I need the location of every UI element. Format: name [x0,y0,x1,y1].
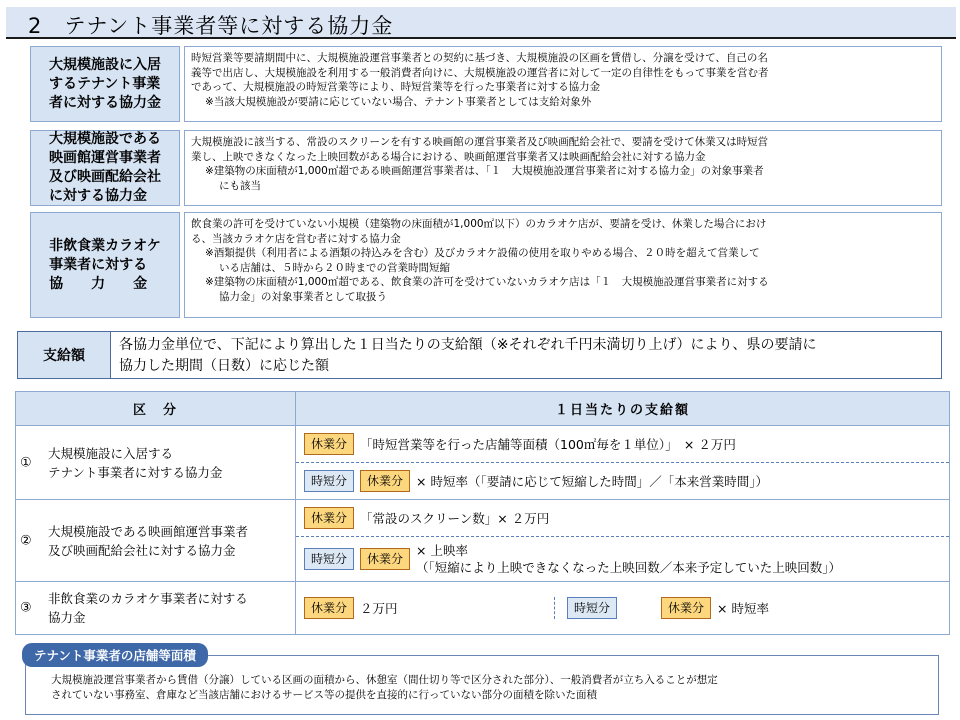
note-text [51,673,911,703]
label-line: 非飲食業カラオケ [49,237,161,254]
payment-text [111,332,941,378]
calc-text: 「常設のスクリーン数」× ２万円 [360,511,550,526]
label-line: 及び映画配給会社 [49,169,161,185]
desc-line: 義等で出店し、大規模施設を利用する一般消費者向けに、大規模施設の運営者に対して一定の自律性をもって事業を営む者 [191,66,769,79]
category-line: テナント事業者に対する協力金 [48,464,223,480]
calc-text: × 上映率 [416,543,468,558]
label-line: するテナント事業 [49,75,161,92]
kyugyo-tag: 休業分 [304,433,354,455]
desc-line: にも該当 [219,179,261,192]
label-line: 大規模施設に入居 [49,56,161,73]
category-line: 及び映画配給会社に対する協力金 [48,542,236,558]
desc-line: 飲食業の許可を受けていない小規模（建築物の床面積が1,000㎡以下）のカラオケ店が、要請を受け、休業した場合におけ [191,218,767,230]
definition-label [30,212,180,318]
calc-split [296,597,949,619]
payment-line: 各協力金単位で、下記により算出した１日当たりの支給額（※それぞれ千円未満切り上げ）により、県の要請に [119,337,817,353]
category-line: 大規模施設である映画館運営事業者 [48,523,249,539]
payment-box [17,331,942,379]
jitan-tag: 時短分 [304,470,354,492]
kyugyo-tag: 休業分 [360,548,410,570]
calc-line [296,500,949,536]
category-line: 非飲食業のカラオケ事業者に対する [48,591,248,606]
desc-line: 大規模施設に該当する、常設のスクリーンを有する映画館の運営事業者及び映画配給会社で、要請を受けて休業又は時短営 [191,136,769,148]
desc-line: 協力金」の対象事業者として取扱う [219,290,387,303]
category-cell [16,582,296,635]
jitan-tag: 時短分 [304,548,354,570]
calc-line [296,426,949,462]
label-line: 協 力 金 [49,275,148,292]
definition-description [184,46,942,122]
row-number: ① [20,455,32,470]
page-title: 2 テナント事業者等に対する協力金 [28,14,394,38]
definition-row-1 [30,46,942,122]
kyugyo-tag: 休業分 [304,597,354,619]
label-line: 者に対する協力金 [49,94,161,111]
kyugyo-tag: 休業分 [661,597,711,619]
desc-line: る、当該カラオケ店を営む者に対する協力金 [191,232,401,245]
note-title: テナント事業者の店舗等面積 [22,643,208,667]
header-category: 区 分 [16,392,296,426]
label-line: 映画館運営事業者 [49,150,161,166]
desc-line: ※酒類提供（利用者による酒類の持込みを含む）及びカラオケ設備の使用を取りやめる場合、２０時を超えて営業して [205,247,760,260]
definition-row-2 [30,130,942,206]
calc-text: （「短縮により上映できなくなった上映回数／本来予定していた上映回数」） [416,560,842,575]
table-row [16,582,950,635]
kyugyo-tag: 休業分 [304,507,354,529]
header-amount: １日当たりの支給額 [296,392,950,426]
note-line: 大規模施設運営事業者から賃借（分譲）している区画の面積から、休憩室（間仕切り等で区分された部分）、一般消費者が立ち入ることが想定 [51,674,718,686]
category-line: 協力金 [48,610,86,625]
desc-line: であって、大規模施設の時短営業等により、時短営業等を行った事業者に対する協力金 [191,81,601,94]
definition-description [184,212,942,318]
desc-line: いる店舗は、５時から２０時までの営業時間短縮 [219,261,450,274]
definition-row-3 [30,212,942,318]
calc-line [296,536,949,581]
calc-left [296,597,555,619]
calc-cell [296,582,950,635]
title-bar [6,7,956,39]
jitan-tag: 時短分 [567,597,617,619]
calc-text: ２万円 [360,601,398,616]
desc-line: ※建築物の床面積が1,000㎡超である、飲食業の許可を受けていないカラオケ店は「１ 大規模施設運営事業者に対する [205,276,769,289]
calc-text: × 時短率 [717,601,769,616]
category-cell [16,500,296,582]
label-line: 事業者に対する [49,256,148,273]
amount-table [15,391,950,635]
calc-text: 「時短営業等を行った店舗等面積（100㎡毎を１単位）」 × ２万円 [360,437,736,452]
desc-line: ※当該大規模施設が要請に応じていない場合、テナント事業者としては支給対象外 [205,95,592,108]
row-number: ③ [20,600,32,616]
calc-cell [296,426,950,500]
category-cell [16,426,296,500]
label-line: に対する協力金 [49,188,147,204]
desc-line: ※建築物の床面積が1,000㎡超である映画館運営事業者は、「１ 大規模施設運営事業者に対する協力金」の対象事業者 [205,165,764,178]
calc-line [296,462,949,499]
calc-cell [296,500,950,582]
kyugyo-tag: 休業分 [360,470,410,492]
definition-label [30,46,180,122]
label-line: 大規模施設である [49,131,161,147]
desc-line: 時短営業等要請期間中に、大規模施設運営事業者との契約に基づき、大規模施設の区画を賃借し、分譲を受けて、自己の名 [191,52,768,64]
row-number: ② [20,533,32,548]
note-line: されていない事務室、倉庫など当該店舗におけるサービス等の提供を直接的に行っていない部分の面積を除いた面積 [51,689,597,701]
category-line: 大規模施設に入居する [48,445,174,461]
table-row [16,500,950,582]
definition-label [30,130,180,206]
payment-line: 協力した期間（日数）に応じた額 [119,358,329,374]
payment-label: 支給額 [18,332,111,378]
calc-right [555,597,949,619]
definition-description [184,130,942,206]
table-row [16,426,950,500]
desc-line: 業し、上映できなくなった上映回数がある場合における、映画館運営事業者又は映画配給会社に対する協力金 [191,150,706,163]
calc-text: × 時短率（「要請に応じて短縮した時間」／「本来営業時間」） [416,474,768,489]
